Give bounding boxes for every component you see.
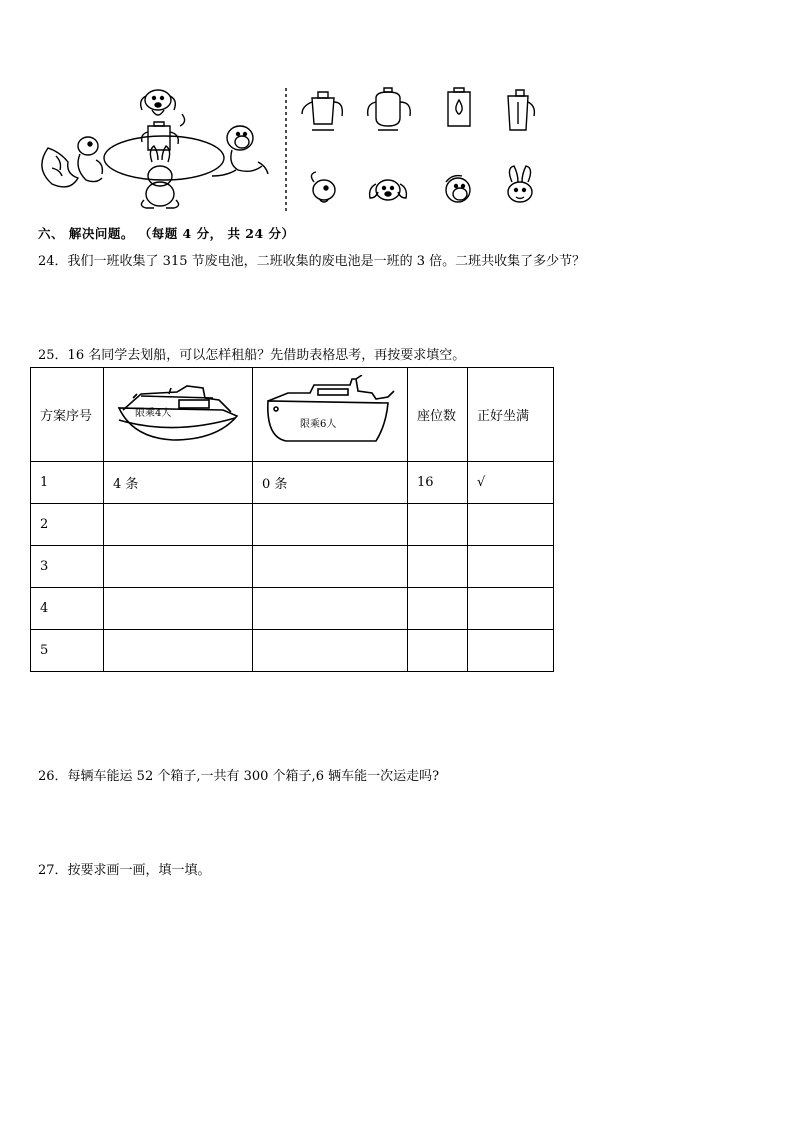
cell-large-boats[interactable]: [253, 588, 408, 630]
cell-no: 3: [31, 546, 104, 588]
header-full: 正好坐满: [468, 368, 554, 462]
table-row: [31, 630, 554, 672]
header-large-boat: [253, 368, 408, 462]
cell-large-boats[interactable]: [253, 504, 408, 546]
table-row: [31, 588, 554, 630]
cell-full[interactable]: [468, 546, 554, 588]
cell-small-boats[interactable]: [104, 504, 253, 546]
section-title: 六、 解决问题。 （每题 4 分， 共 24 分）: [38, 226, 295, 241]
cell-no: 2: [31, 504, 104, 546]
squirrel-head: [311, 172, 335, 202]
header-seats: 座位数: [408, 368, 468, 462]
question-25: 25．16 名同学去划船，可以怎样租船？先借助表格思考，再按要求填空。: [38, 348, 466, 363]
small-boat-label: 限乘4人: [135, 407, 172, 419]
cell-seats: 16: [408, 462, 468, 504]
cell-full[interactable]: [468, 588, 554, 630]
matching-illustration: [36, 82, 556, 218]
cell-full[interactable]: [468, 504, 554, 546]
cell-seats[interactable]: [408, 630, 468, 672]
cell-large-boats[interactable]: [253, 546, 408, 588]
header-plan-no: 方案序号: [31, 368, 104, 462]
large-boat-icon: [260, 375, 400, 451]
boat-rental-table: [30, 367, 554, 672]
teapot-c: [448, 88, 470, 126]
squirrel-figure: [42, 137, 103, 187]
question-26: 26．每辆车能运 52 个箱子,一共有 300 个箱子,6 辆车能一次运走吗?: [38, 769, 440, 784]
dog-figure: [141, 90, 185, 126]
large-boat-label: 限乘6人: [300, 418, 337, 430]
teapot-b: [368, 88, 411, 130]
table-row: [31, 462, 554, 504]
cell-full[interactable]: [468, 630, 554, 672]
cell-small-boats: 4 条: [104, 462, 253, 504]
table-row: [31, 546, 554, 588]
rabbit-head: [508, 166, 532, 202]
cell-no: 4: [31, 588, 104, 630]
cell-small-boats[interactable]: [104, 588, 253, 630]
cell-small-boats[interactable]: [104, 630, 253, 672]
rabbit-figure: [141, 146, 178, 208]
cell-large-boats: 0 条: [253, 462, 408, 504]
monkey-head: [446, 176, 470, 202]
round-table: [104, 136, 224, 180]
header-small-boat: [104, 368, 253, 462]
dog-head: [370, 180, 407, 200]
cell-seats[interactable]: [408, 504, 468, 546]
table-row: [31, 504, 554, 546]
question-27: 27．按要求画一画，填一填。: [38, 863, 211, 878]
cell-no: 1: [31, 462, 104, 504]
question-24: 24．我们一班收集了 315 节废电池，二班收集的废电池是一班的 3 倍。二班共收集了多少节？: [38, 254, 586, 269]
cell-seats[interactable]: [408, 546, 468, 588]
cell-seats[interactable]: [408, 588, 468, 630]
table-header-row: [31, 368, 554, 462]
cell-no: 5: [31, 630, 104, 672]
cell-small-boats[interactable]: [104, 546, 253, 588]
teapot-a: [302, 92, 342, 130]
small-boat-icon: [113, 380, 243, 446]
teapot-d: [508, 90, 534, 130]
cell-full: √: [468, 462, 554, 504]
cell-large-boats[interactable]: [253, 630, 408, 672]
